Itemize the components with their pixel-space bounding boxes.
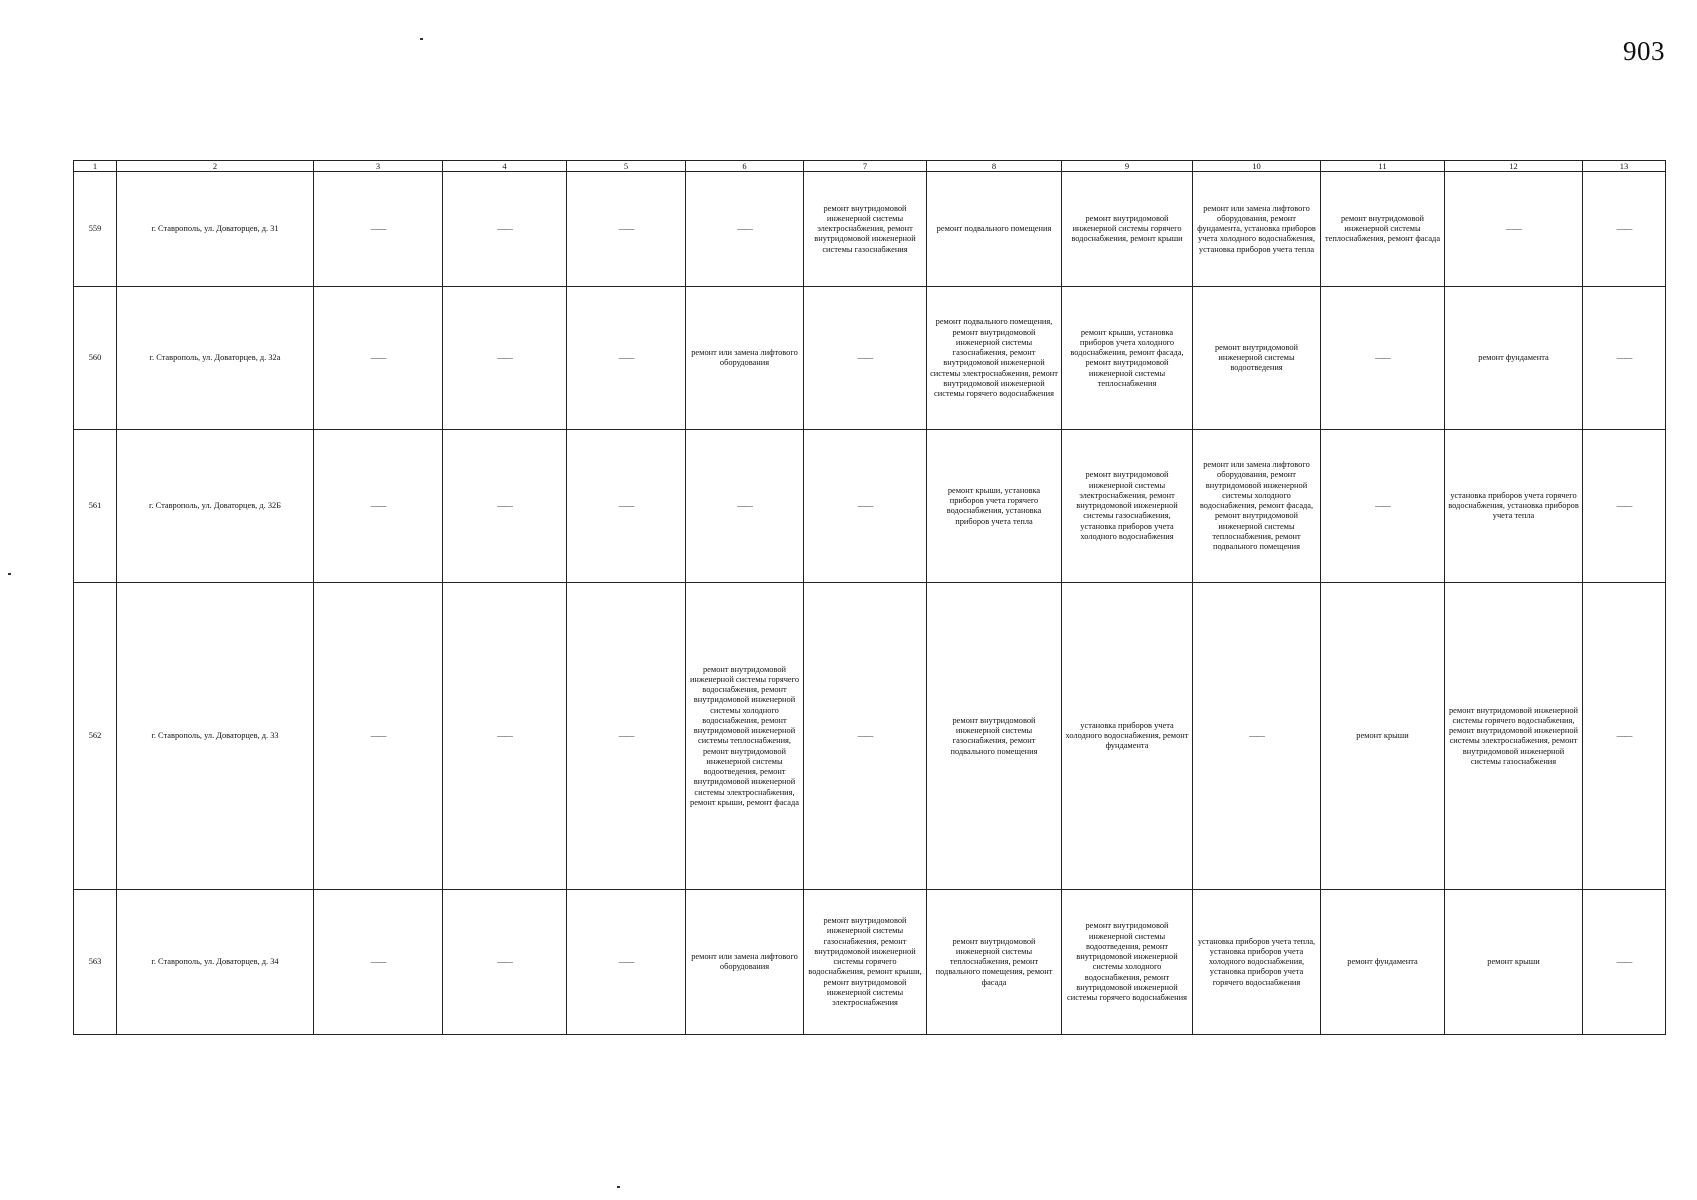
table-cell: —— — [443, 583, 567, 890]
column-number: 8 — [927, 161, 1062, 172]
table-cell: ремонт или замена лифтового оборудования, ремонт фундамента, установка приборов учета холодного водоснабжения, установка приборов учета тепла — [1193, 172, 1321, 287]
table-cell: —— — [1321, 287, 1445, 430]
table-cell: —— — [804, 583, 927, 890]
row-number: 560 — [74, 287, 117, 430]
table-cell: —— — [1583, 430, 1666, 583]
column-number: 13 — [1583, 161, 1666, 172]
table-cell: ремонт внутридомовой инженерной системы теплоснабжения, ремонт фасада — [1321, 172, 1445, 287]
table-cell: —— — [1583, 287, 1666, 430]
page-number: 903 — [1623, 36, 1665, 66]
address-cell: г. Ставрополь, ул. Доваторцев, д. 32а — [117, 287, 314, 430]
table-cell: —— — [1583, 890, 1666, 1035]
table-cell: —— — [686, 172, 804, 287]
table-row — [74, 583, 1666, 890]
column-number: 3 — [314, 161, 443, 172]
table-cell: —— — [804, 430, 927, 583]
scan-speck — [8, 573, 11, 575]
table-cell: —— — [314, 430, 443, 583]
table-cell: установка приборов учета горячего водоснабжения, установка приборов учета тепла — [1445, 430, 1583, 583]
table-cell: ремонт крыши — [1445, 890, 1583, 1035]
table-cell: —— — [443, 172, 567, 287]
column-number: 11 — [1321, 161, 1445, 172]
column-number: 12 — [1445, 161, 1583, 172]
table-cell: ремонт внутридомовой инженерной системы водоотведения, ремонт внутридомовой инженерной системы холодного водоснабжения, ремонт внутридомовой инженерной системы горячего водоснабжения — [1062, 890, 1193, 1035]
table-cell: —— — [567, 287, 686, 430]
table-cell: —— — [443, 430, 567, 583]
address-cell: г. Ставрополь, ул. Доваторцев, д. 32Б — [117, 430, 314, 583]
table-cell: —— — [567, 583, 686, 890]
table-cell: ремонт внутридомовой инженерной системы горячего водоснабжения, ремонт крыши — [1062, 172, 1193, 287]
column-number: 6 — [686, 161, 804, 172]
table-cell: —— — [1193, 583, 1321, 890]
table-cell: ремонт внутридомовой инженерной системы теплоснабжения, ремонт подвального помещения, ремонт фасада — [927, 890, 1062, 1035]
column-number: 7 — [804, 161, 927, 172]
column-number: 2 — [117, 161, 314, 172]
address-cell: г. Ставрополь, ул. Доваторцев, д. 34 — [117, 890, 314, 1035]
column-number: 9 — [1062, 161, 1193, 172]
table-cell: —— — [567, 430, 686, 583]
column-number: 4 — [443, 161, 567, 172]
address-cell: г. Ставрополь, ул. Доваторцев, д. 31 — [117, 172, 314, 287]
table-row — [74, 890, 1666, 1035]
table-row — [74, 287, 1666, 430]
table-cell: —— — [567, 172, 686, 287]
row-number: 561 — [74, 430, 117, 583]
table-cell: —— — [1321, 430, 1445, 583]
table-cell: ремонт фундамента — [1445, 287, 1583, 430]
table-cell: ремонт крыши — [1321, 583, 1445, 890]
table-cell: установка приборов учета холодного водоснабжения, ремонт фундамента — [1062, 583, 1193, 890]
table-row — [74, 172, 1666, 287]
table-cell: ремонт внутридомовой инженерной системы водоотведения — [1193, 287, 1321, 430]
table-cell: ремонт внутридомовой инженерной системы электроснабжения, ремонт внутридомовой инженерной системы газоснабжения — [804, 172, 927, 287]
table-cell: —— — [443, 287, 567, 430]
table-cell: ремонт внутридомовой инженерной системы горячего водоснабжения, ремонт внутридомовой инженерной системы холодного водоснабжения, ремонт внутридомовой инженерной системы теплоснабжения, ремонт внутридомовой инженерной системы водоотведения, ремонт внутридомовой инженерной системы электроснабжения, ремонт крыши, ремонт фасада — [686, 583, 804, 890]
table-cell: ремонт подвального помещения — [927, 172, 1062, 287]
table-cell: ремонт фундамента — [1321, 890, 1445, 1035]
row-number: 563 — [74, 890, 117, 1035]
table-cell: ремонт или замена лифтового оборудования — [686, 890, 804, 1035]
table-cell: —— — [314, 583, 443, 890]
table-cell: —— — [804, 287, 927, 430]
table-cell: ремонт подвального помещения, ремонт внутридомовой инженерной системы газоснабжения, ремонт внутридомовой инженерной системы электроснабжения, ремонт внутридомовой инженерной системы горячего водоснабжения — [927, 287, 1062, 430]
table-cell: —— — [1445, 172, 1583, 287]
table-row — [74, 430, 1666, 583]
table-cell: ремонт или замена лифтового оборудования, ремонт внутридомовой инженерной системы холодного водоснабжения, ремонт фасада, ремонт внутридомовой инженерной системы теплоснабжения, ремонт подвального помещения — [1193, 430, 1321, 583]
column-number: 5 — [567, 161, 686, 172]
table-cell: ремонт внутридомовой инженерной системы горячего водоснабжения, ремонт внутридомовой инженерной системы электроснабжения, ремонт внутридомовой инженерной системы газоснабжения — [1445, 583, 1583, 890]
table-cell: —— — [314, 890, 443, 1035]
table-cell: установка приборов учета тепла, установка приборов учета холодного водоснабжения, установка приборов учета горячего водоснабжения — [1193, 890, 1321, 1035]
scan-speck — [617, 1186, 620, 1188]
table-cell: ремонт крыши, установка приборов учета горячего водоснабжения, установка приборов учета тепла — [927, 430, 1062, 583]
table-cell: —— — [1583, 172, 1666, 287]
scan-speck — [420, 38, 423, 40]
table-cell: —— — [443, 890, 567, 1035]
column-number: 1 — [74, 161, 117, 172]
table-cell: —— — [1583, 583, 1666, 890]
table-cell: ремонт внутридомовой инженерной системы газоснабжения, ремонт подвального помещения — [927, 583, 1062, 890]
table-cell: —— — [314, 172, 443, 287]
table-cell: —— — [314, 287, 443, 430]
table-cell: ремонт или замена лифтового оборудования — [686, 287, 804, 430]
table-cell: ремонт внутридомовой инженерной системы электроснабжения, ремонт внутридомовой инженерной системы газоснабжения, установка приборов учета холодного водоснабжения — [1062, 430, 1193, 583]
address-cell: г. Ставрополь, ул. Доваторцев, д. 33 — [117, 583, 314, 890]
row-number: 559 — [74, 172, 117, 287]
table-cell: ремонт крыши, установка приборов учета холодного водоснабжения, ремонт фасада, ремонт внутридомовой инженерной системы теплоснабжения — [1062, 287, 1193, 430]
table-cell: —— — [686, 430, 804, 583]
repair-plan-table — [73, 160, 1666, 1035]
column-number: 10 — [1193, 161, 1321, 172]
table-cell: —— — [567, 890, 686, 1035]
table-cell: ремонт внутридомовой инженерной системы газоснабжения, ремонт внутридомовой инженерной системы горячего водоснабжения, ремонт крыши, ремонт внутридомовой инженерной системы электроснабжения — [804, 890, 927, 1035]
row-number: 562 — [74, 583, 117, 890]
column-number-row — [74, 161, 1666, 172]
